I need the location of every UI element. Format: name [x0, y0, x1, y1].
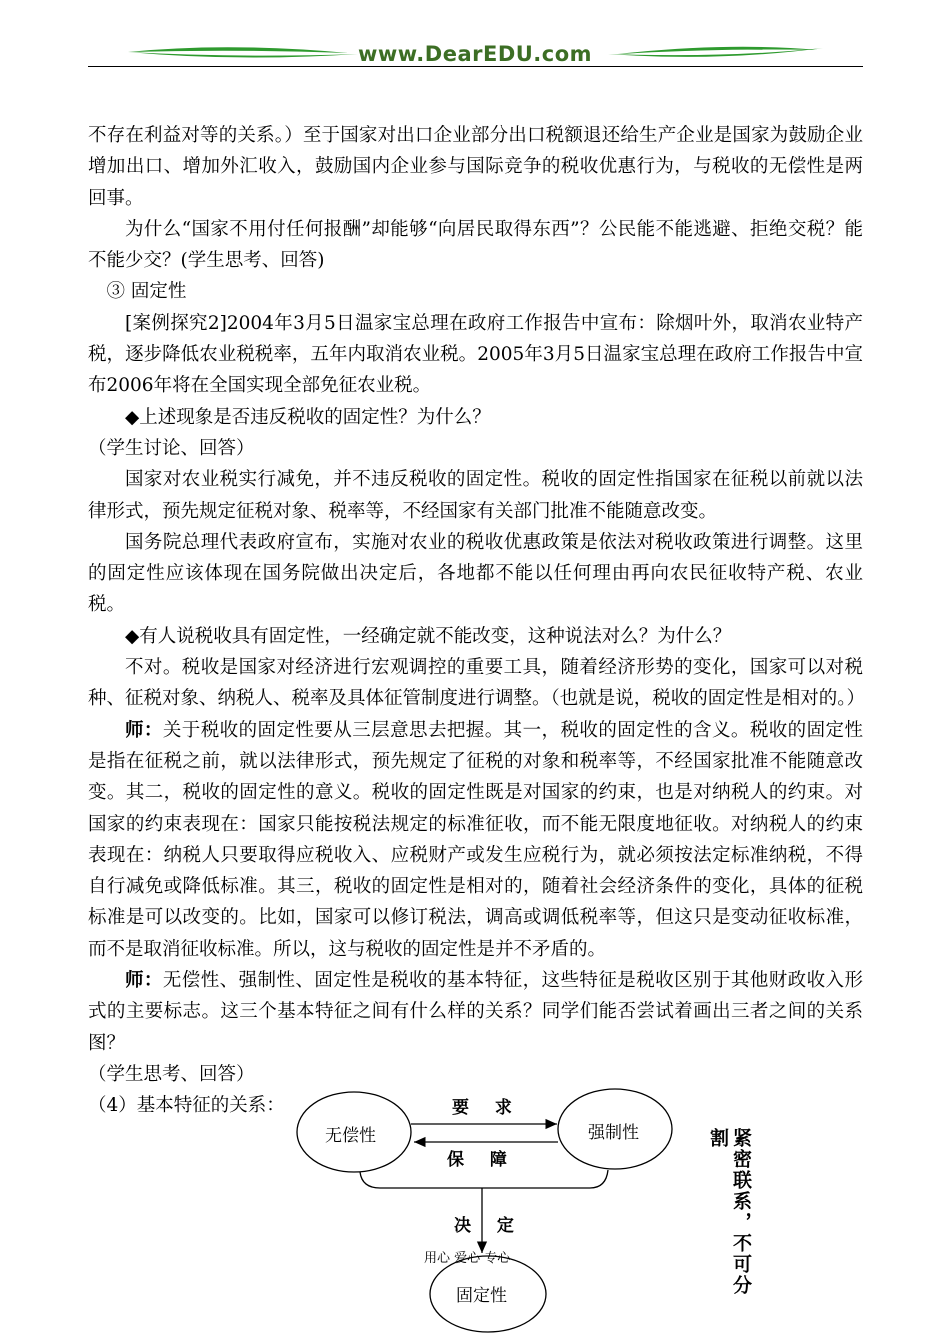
teacher-paragraph: 师：无偿性、强制性、固定性是税收的基本特征，这些特征是税收区别于其他财政收入形式的主要标志。这三个基本特征之间有什么样的关系？同学们能否尝试着画出三者之间的关系图？: [88, 970, 863, 1054]
paragraph: （学生思考、回答）: [88, 1063, 255, 1085]
question: ◆有人说税收具有固定性，一经确定就不能改变，这种说法对么？为什么？: [125, 625, 732, 647]
paragraph: （4）基本特征的关系：: [88, 1095, 285, 1117]
label-yaoqiu: 要 求: [452, 1098, 522, 1118]
side-note-col2: 割: [707, 1128, 729, 1149]
paragraph: （学生讨论、回答）: [88, 437, 255, 459]
header-logo-text[interactable]: www.DearEDU.com: [357, 42, 593, 66]
node-qiangzhi-label: 强制性: [588, 1123, 639, 1143]
brace-bottom: [360, 1170, 608, 1188]
node-guding-label: 固定性: [456, 1286, 507, 1306]
side-note-col1: 紧密联系，不可分: [730, 1128, 752, 1296]
label-jueding: 决 定: [454, 1216, 524, 1236]
paragraph: 为什么“国家不用付任何报酬”却能够“向居民取得东西”？公民能不能逃避、拒绝交税？能不能少交？(学生思考、回答): [88, 218, 863, 272]
teacher-lead: 师：: [125, 719, 163, 741]
question: ◆上述现象是否违反税收的固定性？为什么？: [125, 406, 491, 428]
paragraph: 不存在利益对等的关系。）至于国家对出口企业部分出口税额退还给生产企业是国家为鼓励企业增加出口、增加外汇收入，鼓励国内企业参与国际竞争的税收优惠行为，与税收的无偿性是两回事。: [88, 125, 863, 209]
teacher-paragraph: 师：关于税收的固定性要从三层意思去把握。其一，税收的固定性的含义。税收的固定性是指在征税之前，就以法律形式，预先规定了征税的对象和税率等，不经国家批准不能随意改变。其二，税收的固定性的意义。税收的固定性既是对国家的约束，也是对纳税人的约束。对国家的约束表现在：国家只能按税法规定的标准征收，而不能无限度地征收。对纳税人的约束表现在：纳税人只要取得应税收入、应税财产或发生应税行为，就必须按法定标准纳税，不得自行减免或降低标准。其三，税收的固定性是相对的，随着社会经济条件的变化，具体的征税标准是可以改变的。比如，国家可以修订税法，调高或调低税率等，但这只是变动征收标准，而不是取消征收标准。所以，这与税收的固定性是并不矛盾的。: [88, 719, 863, 960]
teacher-lead: 师：: [125, 970, 163, 992]
footer-watermark: 用心 爱心 专心: [424, 1251, 511, 1266]
label-baozhang: 保 障: [447, 1150, 517, 1170]
section-label: ③ 固定性: [106, 281, 187, 303]
paragraph: [案例探究2]2004年3月5日温家宝总理在政府工作报告中宣布：除烟叶外，取消农业特产税，逐步降低农业税税率，五年内取消农业税。2005年3月5日温家宝总理在政府工作报告中宣布2006年将在全国实现全部免征农业税。: [88, 312, 863, 397]
paragraph: 不对。税收是国家对经济进行宏观调控的重要工具，随着经济形势的变化，国家可以对税种、征税对象、纳税人、税率及具体征管制度进行调整。（也就是说，税收的固定性是相对的。）: [88, 657, 866, 710]
node-wuchang-label: 无偿性: [325, 1126, 376, 1146]
paragraph: 国家对农业税实行减免，并不违反税收的固定性。税收的固定性指国家在征税以前就以法律形式，预先规定征税对象、税率等，不经国家有关部门批准不能随意改变。: [88, 469, 863, 522]
paragraph: 国务院总理代表政府宣布，实施对农业的税收优惠政策是依法对税收政策进行调整。这里的固定性应该体现在国务院做出决定后，各地都不能以任何理由再向农民征收特产税、农业税。: [88, 531, 863, 616]
